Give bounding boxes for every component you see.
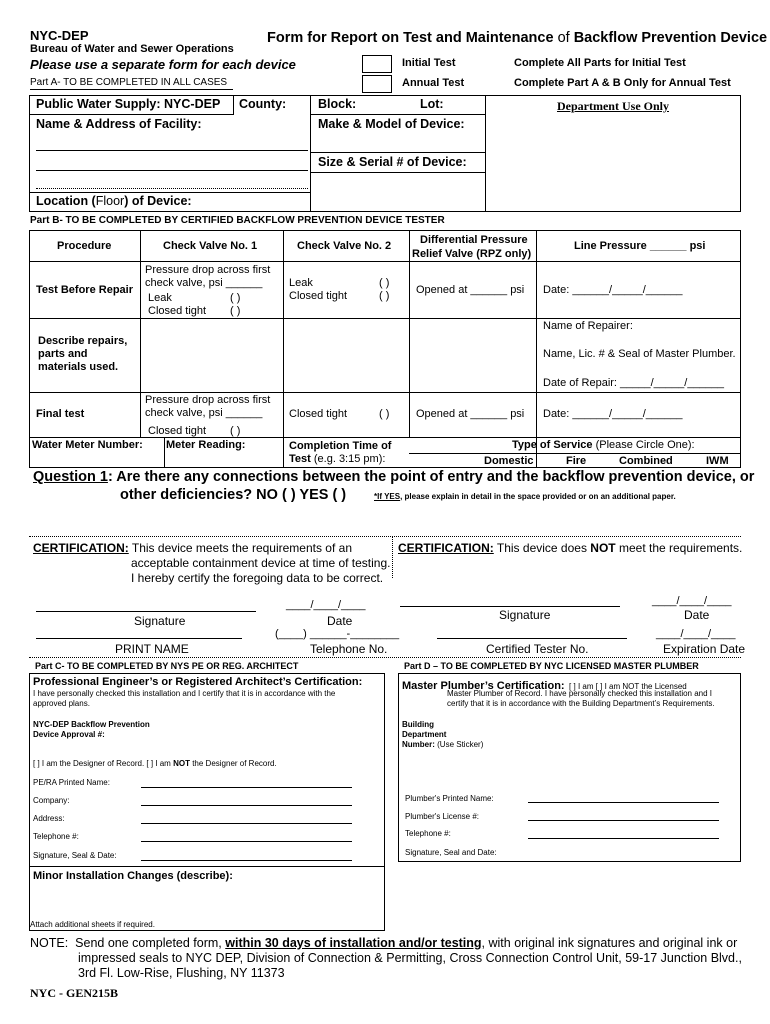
meter-reading-field[interactable]: Meter Reading: <box>166 439 246 451</box>
col-line-pressure[interactable]: Line Pressure ______ psi <box>574 240 706 252</box>
county-field[interactable]: County: <box>239 97 287 111</box>
part-d-text: Master Plumber of Record. I have personally checked this installation and I <box>447 689 713 698</box>
final-cv1-closed-tight-checkbox[interactable]: ( ) <box>230 425 241 437</box>
type-of-service-label: Type of Service (Please Circle One): <box>512 439 695 451</box>
part-c-title: Professional Engineer’s or Registered Architect’s Certification: <box>33 676 363 688</box>
plumber-license-label: Plumber's License #: <box>405 812 480 821</box>
completion-time-field[interactable]: Test (e.g. 3:15 pm): <box>289 453 386 465</box>
certification-left-line2: acceptable containment device at time of testing. <box>131 556 391 570</box>
facility-name-address[interactable]: Name & Address of Facility: <box>36 117 202 131</box>
part-c-text-2: approved plans. <box>33 699 90 708</box>
name-of-repairer-field[interactable]: Name of Repairer: <box>543 320 633 332</box>
final-test-date-field[interactable]: Date: ______/_____/______ <box>543 408 683 420</box>
cv2-closed-tight-checkbox[interactable]: ( ) <box>379 290 390 302</box>
part-d-text-2: certify that it is in accordance with the Building Department’s Requirements. <box>447 699 715 708</box>
service-iwm[interactable]: IWM <box>706 455 729 467</box>
col-procedure: Procedure <box>57 240 112 252</box>
device-location[interactable]: Location (Floor) of Device: <box>36 194 192 208</box>
company-label: Company: <box>33 796 70 805</box>
left-signature-line[interactable] <box>36 611 256 612</box>
footer-note-line2: impressed seals to NYC DEP, Division of Connection & Permitting, Cross Connection Control Unit, 59-17 Junction Blvd., <box>78 951 742 965</box>
col-relief-valve: Relief Valve (RPZ only) <box>412 248 532 260</box>
pressure-drop-text: Pressure drop across first <box>145 264 271 276</box>
pe-telephone-line[interactable] <box>141 841 352 842</box>
col-check-valve-1: Check Valve No. 1 <box>163 240 258 252</box>
left-date-field[interactable]: ____/____/____ <box>286 599 366 611</box>
initial-test-checkbox[interactable] <box>362 55 392 73</box>
plumber-signature-label: Signature, Seal and Date: <box>405 848 497 857</box>
minor-changes-label[interactable]: Minor Installation Changes (describe): <box>33 870 233 882</box>
designer-of-record-options[interactable]: [ ] I am the Designer of Record. [ ] I am NOT the Designer of Record. <box>33 759 277 768</box>
test-before-repair: Test Before Repair <box>36 284 133 296</box>
print-name-label: PRINT NAME <box>115 642 189 656</box>
building-dept-number-field[interactable]: Number: (Use Sticker) <box>402 740 484 749</box>
telephone-label: Telephone No. <box>310 642 388 656</box>
service-fire[interactable]: Fire <box>566 455 587 467</box>
cv1-leak-label: Leak <box>148 292 172 304</box>
cv1-closed-tight-label: Closed tight <box>148 305 207 317</box>
question-1-options[interactable]: other deficiencies? NO ( ) YES ( ) <box>120 487 347 503</box>
attach-sheets-note: Attach additional sheets if required. <box>30 920 155 929</box>
expiration-date-field[interactable]: ____/____/____ <box>656 628 736 640</box>
final-test-label: Final test <box>36 408 85 420</box>
plumber-name-line[interactable] <box>528 802 719 803</box>
water-meter-number-field[interactable]: Water Meter Number: <box>32 439 143 451</box>
rpz-opened-at-field[interactable]: Opened at ______ psi <box>416 284 525 296</box>
part-c-box <box>29 673 385 931</box>
part-a-label: Part A- TO BE COMPLETED IN ALL CASES <box>30 77 228 88</box>
describe-repairs-label: Describe repairs, <box>38 335 128 347</box>
lot-field[interactable]: Lot: <box>420 97 444 111</box>
address-label: Address: <box>33 814 65 823</box>
address-line-2[interactable] <box>36 170 308 171</box>
expiration-date-label: Expiration Date <box>663 642 746 656</box>
address-line-1[interactable] <box>36 150 308 151</box>
cv1-leak-checkbox[interactable]: ( ) <box>230 292 241 304</box>
building-dept-label: Building <box>402 720 434 729</box>
footer-note-line1: NOTE: Send one completed form, within 30 days of installation and/or testing, with original ink signatures and original ink or <box>30 936 738 950</box>
test-date-field[interactable]: Date: ______/_____/______ <box>543 284 683 296</box>
left-signature-label: Signature <box>134 614 186 628</box>
telephone-field[interactable]: (____) ______-________ <box>275 628 400 640</box>
device-approval-label: NYC-DEP Backflow Prevention <box>33 720 150 729</box>
final-pressure-drop-psi-field[interactable]: check valve, psi ______ <box>145 407 263 419</box>
final-cv2-closed-tight-checkbox[interactable]: ( ) <box>379 408 390 420</box>
public-water-supply: Public Water Supply: NYC-DEP <box>36 97 221 111</box>
department-use-only: Department Use Only <box>557 99 669 113</box>
pe-printed-name-label: PE/RA Printed Name: <box>33 778 110 787</box>
certification-left: CERTIFICATION: This device meets the requirements of an <box>33 541 352 555</box>
final-cv1-closed-tight-label: Closed tight <box>148 425 207 437</box>
device-approval-field[interactable]: Device Approval #: <box>33 730 105 739</box>
annual-test-checkbox[interactable] <box>362 75 392 93</box>
form-title: Form for Report on Test and Maintenance of Backflow Prevention Device <box>267 30 768 46</box>
plumber-telephone-label: Telephone #: <box>405 829 451 838</box>
plumber-name-label: Plumber's Printed Name: <box>405 794 494 803</box>
footer-note-line3: 3rd Fl. Low-Rise, Flushing, NY 11373 <box>78 966 285 980</box>
right-signature-label: Signature <box>499 608 551 622</box>
part-d-label: Part D – TO BE COMPLETED BY NYC LICENSED MASTER PLUMBER <box>404 661 699 671</box>
right-signature-line[interactable] <box>400 606 620 607</box>
part-c-label: Part C- TO BE COMPLETED BY NYS PE OR REG. ARCHITECT <box>35 661 299 671</box>
cv2-closed-tight-label: Closed tight <box>289 290 348 302</box>
certified-tester-label: Certified Tester No. <box>486 642 589 656</box>
master-plumber-field[interactable]: Name, Lic. # & Seal of Master Plumber. <box>543 348 736 360</box>
plumber-telephone-line[interactable] <box>528 838 719 839</box>
bureau-name: Bureau of Water and Sewer Operations <box>30 43 234 55</box>
annual-test-note: Complete Part A & B Only for Annual Test <box>514 77 731 89</box>
col-differential-pressure: Differential Pressure <box>420 234 528 246</box>
tester-number-line[interactable] <box>437 638 627 639</box>
service-combined[interactable]: Combined <box>619 455 673 467</box>
building-dept-label-2: Department <box>402 730 447 739</box>
agency-name: NYC-DEP <box>30 28 89 43</box>
cv1-closed-tight-checkbox[interactable]: ( ) <box>230 305 241 317</box>
initial-test-label: Initial Test <box>402 57 456 69</box>
left-date-label: Date <box>327 614 353 628</box>
describe-materials-label: materials used. <box>38 361 119 373</box>
pe-telephone-label: Telephone #: <box>33 832 79 841</box>
describe-parts-label: parts and <box>38 348 88 360</box>
part-c-text: I have personally checked this installation and I certify that it is in accordance with the <box>33 689 336 698</box>
pressure-drop-psi-field[interactable]: check valve, psi ______ <box>145 277 263 289</box>
size-serial-field[interactable]: Size & Serial # of Device: <box>318 155 467 169</box>
final-pressure-drop-text: Pressure drop across first <box>145 394 271 406</box>
pe-signature-label: Signature, Seal & Date: <box>33 851 117 860</box>
part-d-title: Master Plumber’s Certification: [ ] I am [ ] I am NOT the Licensed <box>402 680 687 692</box>
annual-test-label: Annual Test <box>402 77 465 89</box>
cv2-leak-checkbox[interactable]: ( ) <box>379 277 390 289</box>
certification-left-line3: I hereby certify the foregoing data to be correct. <box>131 571 384 585</box>
date-of-repair-field[interactable]: Date of Repair: _____/_____/______ <box>543 377 725 389</box>
pe-printed-name-line[interactable] <box>141 787 352 788</box>
part-b-label: Part B- TO BE COMPLETED BY CERTIFIED BACKFLOW PREVENTION DEVICE TESTER <box>30 215 445 226</box>
plumber-license-line[interactable] <box>528 820 719 821</box>
certification-right: CERTIFICATION: This device does NOT meet the requirements. <box>398 541 743 555</box>
separate-form-instruction: Please use a separate form for each device <box>30 57 296 72</box>
question-1-note: *If YES, please explain in detail in the space provided or on an additional paper. <box>374 492 676 501</box>
company-line[interactable] <box>141 805 352 806</box>
final-rpz-opened-at-field[interactable]: Opened at ______ psi <box>416 408 525 420</box>
right-date-label: Date <box>684 608 710 622</box>
pe-signature-line[interactable] <box>141 860 352 861</box>
initial-test-note: Complete All Parts for Initial Test <box>514 57 686 69</box>
right-date-field[interactable]: ____/____/____ <box>652 595 732 607</box>
block-field[interactable]: Block: <box>318 97 357 111</box>
service-domestic[interactable]: Domestic <box>484 455 534 467</box>
completion-time-label: Completion Time of <box>289 440 392 452</box>
make-model-field[interactable]: Make & Model of Device: <box>318 117 465 131</box>
cv2-leak-label: Leak <box>289 277 313 289</box>
form-id: NYC - GEN215B <box>30 986 119 1000</box>
address-line-3[interactable] <box>36 188 308 189</box>
final-cv2-closed-tight-label: Closed tight <box>289 408 348 420</box>
col-check-valve-2: Check Valve No. 2 <box>297 240 392 252</box>
print-name-line[interactable] <box>36 638 242 639</box>
question-1: Question 1: Are there any connections between the point of entry and the backflow prevention device, or <box>33 469 755 485</box>
address-line[interactable] <box>141 823 352 824</box>
